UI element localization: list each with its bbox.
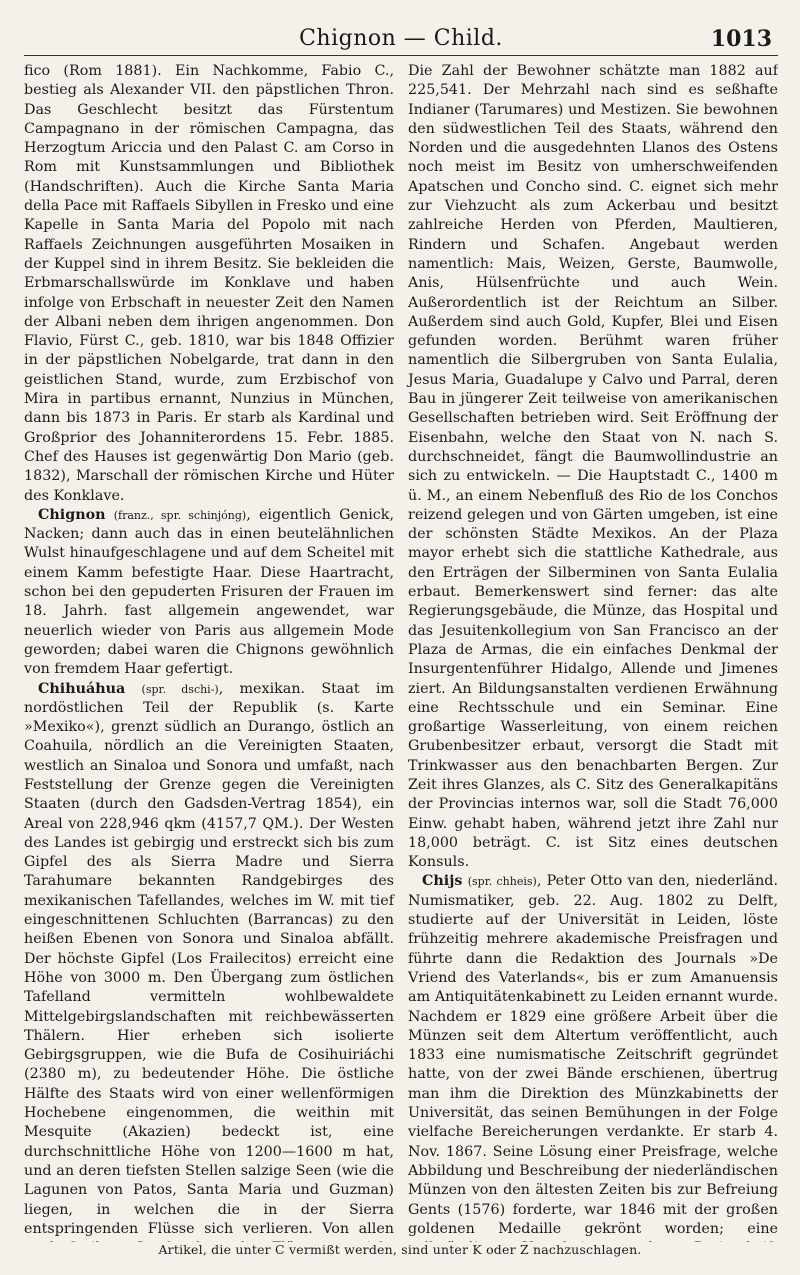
running-title: Chignon — Child. [299, 26, 503, 51]
footer-note: Artikel, die unter C vermißt werden, sind unter K oder Z nachzuschlagen. [158, 1242, 642, 1257]
pronunciation-chijs: (spr. chheis) [467, 875, 537, 889]
colonna-continuation: fico (Rom 1881). Ein Nachkomme, Fabio C., bestieg als Alexander VII. den päpstlichen Thron. Das Geschlecht besitzt das Fürstentum Campagnano in der römischen Campagna, das Herzogtum Ariccia und den Palast C. am Corso in Rom mit Kunstsammlungen und Bibliothek (Handschriften). Auch die Kirche Santa Maria della Pace mit Raffaels Sibyllen in Fresko und eine Kapelle in Santa Maria del Popolo mit nach Raffaels Zeichnungen ausgeführten Mosaiken in der Kuppel sind in ihrem Besitz. Sie bekleiden die Erbmarschallswürde im Konklave und haben infolge von Erbschaft in neuester Zeit den Namen der Albani neben dem ihrigen angenommen. Don Flavio, Fürst C., geb. 1810, war bis 1848 Offizier in der päpstlichen Nobelgarde, trat dann in den geistlichen Stand, wurde, zum Erzbischof von Mira in partibus ernannt, Nunzius in München, dann bis 1873 in Paris. Er starb als Kardinal und Großprior des Johanniterordens 15. Febr. 1885. Chef des Hauses ist gegenwärtig Don Mario (geb. 1832), Marschall der römischen Kirche und Hüter des Konklave. [24, 63, 394, 504]
entry-text-chignon: , eigentlich Genick, Nacken; dann auch das in einen beutelähnlichen Wulst hinaufgeschlagene und auf dem Scheitel mit einem Kamm befestigte Haar. Diese Haartracht, schon bei den gepuderten Frisuren der Frauen im 18. Jahrh. fast allgemein angewendet, war neuerlich wieder von Paris aus allgemein Mode geworden; dabei waren die Chignons gewöhnlich von fremdem Haar gefertigt. [24, 506, 394, 678]
text-columns [24, 62, 778, 1242]
entry-text-chijs: , Peter Otto van den, niederländ. Numismatiker, geb. 22. Aug. 1802 zu Delft, studierte auf der Universität in Leiden, löste frühzeitig mehrere akademische Preisfragen und führte dann die Redaktion des Journals »De Vriend des Vaterlands«, bis er zum Amanuensis am Antiquitätenkabinett zu Leiden ernannt wurde. Nachdem er 1829 eine größere Arbeit über die Münzen seit dem Altertum veröffentlicht, auch 1833 eine numismatische Zeitschrift gegründet hatte, von der zwei Bände erschienen, übertrug man ihm die Direktion des Münzkabinetts der Universität, das seinen Bemühungen in der Folge vielfache Bereicherungen verdankte. Er starb 4. Nov. 1867. Seine Lösung einer Preisfrage, welche Abbildung und Beschreibung der niederländischen Münzen von den ältesten Zeiten bis zur Befreiung Gents (1576) forderte, war 1846 mit der großen goldenen Medaille gekrönt worden; eine [408, 873, 778, 1237]
headword-chihuahua: Chihuáhua [38, 680, 126, 697]
entry-chijs [408, 872, 778, 1242]
right-column [408, 62, 778, 1242]
headword-chignon: Chignon [38, 506, 106, 523]
page-number: 1013 [710, 26, 772, 52]
pronunciation-chihuahua: (spr. dschi-) [141, 682, 219, 696]
headword-chijs: Chijs [422, 873, 463, 890]
entry-chignon [24, 506, 394, 680]
page-header [24, 20, 778, 56]
entry-chihuahua [24, 680, 394, 1243]
pronunciation-chignon: (franz., spr. schinjóng) [113, 508, 247, 522]
entry-text-chihuahua: , mexikan. Staat im nordöstlichen Teil der Republik (s. Karte »Mexiko«), grenzt südlich an Durango, östlich an Coahuila, nördlich an die Vereinigten Staaten, westlich an Sinaloa und Sonora und umfaßt, nach Feststellung der Grenze gegen die Vereinigten Staaten (durch den Gadsden-Vertrag 1854), ein Areal von 228,946 qkm (4157,7 QM.). Der Westen des Landes ist gebirgig und erstreckt sich bis zum Gipfel des als Sierra Madre und Sierra Tarahumare bekannten Randgebirges des mexikanischen Tafellandes, welches im W. mit tief eingeschnittenen Schluchten (Barrancas) zu den heißen Ebenen von Sonora und Sinaloa abfällt. Der höchste Gipfel (Los Frailecitos) erreicht eine Höhe von 3000 m. Den Übergang zum östlichen Tafelland vermitteln wohlbewaldete Mittelgebirgslandschaften mit reichbewässerten Thälern. Hier erheben sich isolierte Gebirgsgruppen, wie die Bufa de Cosihuiriáchi (2380 m), zu bedeutender Höhe. Die östliche Hälfte des Staats wird von einer wellenförmigen Hochebene eingenommen, die weithin mit Mesquite (Akazien) bedeckt ist, eine durchschnittliche Höhe von 1200—1600 m hat, und an deren tiefsten Stellen salzige Seen (wie die Lagunen von Patos, Santa Maria und Guzman) liegen, in welchen die in der Sierra entspringenden Flüsse sich verlieren. Von allen [24, 680, 395, 1237]
chihuahua-continuation: Die Zahl der Bewohner schätzte man 1882 auf 225,541. Der Mehrzahl nach sind es seßhafte Indianer (Tarumares) und Mestizen. Sie bewohnen den südwestlichen Teil des Staats, während den Norden und die ausgedehnten Llanos des Ostens noch meist im Besitz von umherschweifenden Apatschen und Concho sind. C. eignet sich mehr zur Viehzucht als zum Ackerbau und besitzt zahlreiche Herden von Pferden, Maultieren, Rindern und Schafen. Angebaut werden namentlich: Mais, Weizen, Gerste, Baumwolle, Anis, Hülsenfrüchte und auch Wein. Außerordentlich ist der Reichtum an Silber. Außerdem sind auch Gold, Kupfer, Blei und Eisen gefunden worden. Berühmt waren früher namentlich die Silbergruben von Santa Eulalia, Jesus Maria, Guadalupe y Calvo und Parral, deren Bau in jüngerer Zeit teilweise von amerikanischen Gesellschaften betrieben wird. Seit Eröffnung der Eisenbahn, welche den Staat von N. nach S. durchschneidet, fängt die Baumwollindustrie an sich zu entwickeln. — Die Hauptstadt C., 1400 m ü. M., an einem Nebenfluß des Rio de los Conchos reizend gelegen und von Gärten umgeben, ist eine der schönsten Städte Mexikos. An der Plaza mayor erhebt sich die stattliche Kathedrale, aus den Erträgen der Silberminen von Santa Eulalia erbaut. Bemerkenswert sind ferner: das alte Regierungsgebäude, die Münze, das Hospital und das Jesuitenkollegium von San Francisco an der Plaza de Armas, die ein einfaches Denkmal der Insurgentenführer Hidalgo, Allende und Jimenes ziert. An Bildungsanstalten verdienen Erwähnung eine Rechtsschule und ein Seminar. Eine großartige Wasserleitung, von einem reichen Grubenbesitzer erbaut, versorgt die Stadt mit Trinkwasser aus den benachbarten Bergen. Zur Zeit ihres Glanzes, als C. Sitz des Generalkapitäns der Provincias internos war, soll die Stadt 76,000 Einw. gehabt haben, während jetzt ihre Zahl nur 18,000 beträgt. C. ist Sitz eines deutschen Konsuls. [408, 63, 778, 871]
header-rule [24, 55, 778, 56]
left-column [24, 62, 394, 1242]
